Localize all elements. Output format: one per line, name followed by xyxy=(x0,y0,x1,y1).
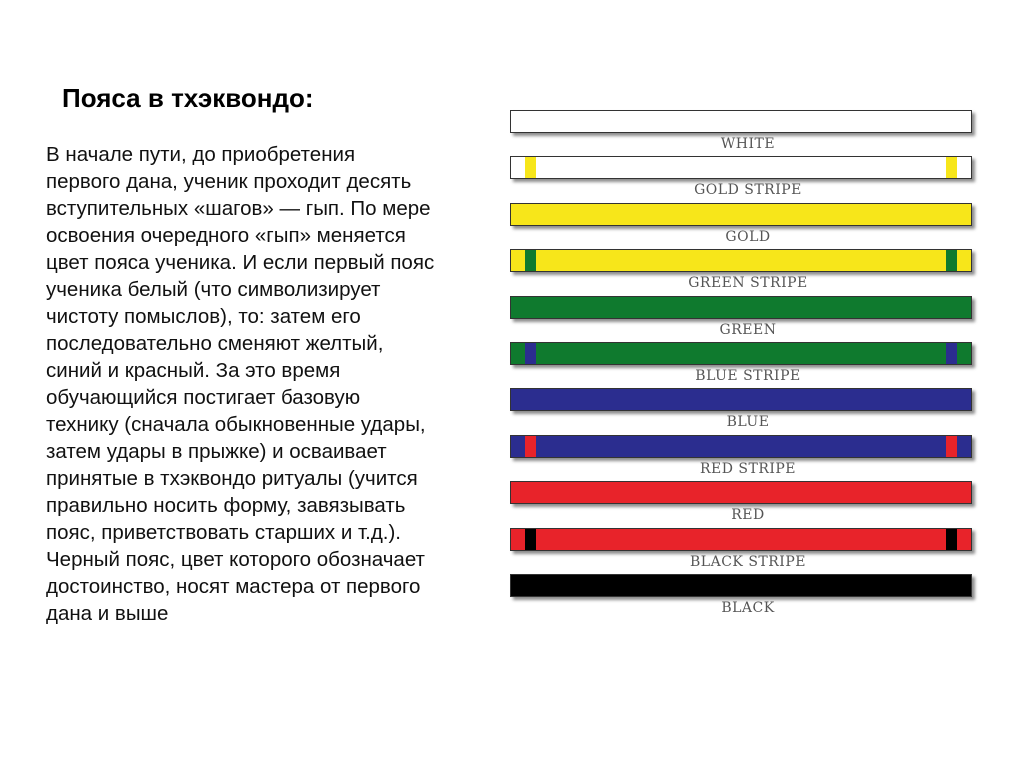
belt-green xyxy=(510,296,972,319)
belt-black-stripe xyxy=(510,528,972,551)
belt-red-stripe xyxy=(510,435,972,458)
slide-title: Пояса в тхэквондо: xyxy=(62,83,314,113)
belt-stripe-right xyxy=(946,250,957,271)
belt-gold-stripe xyxy=(510,156,972,179)
belt-label-red-stripe: RED STRIPE xyxy=(699,460,797,477)
belt-blue xyxy=(510,388,972,411)
belt-label-green: GREEN xyxy=(719,321,777,338)
belt-stripe-right xyxy=(946,157,957,178)
belt-label-black: BLACK xyxy=(721,600,775,616)
belt-stripe-left xyxy=(525,343,536,364)
belt-blue-stripe xyxy=(510,342,972,365)
belt-stripe-right xyxy=(946,343,957,364)
belt-stripe-left xyxy=(525,250,536,271)
belt-black xyxy=(510,574,972,597)
belt-chart xyxy=(500,100,990,630)
belt-red xyxy=(510,481,972,504)
belt-stripe-left xyxy=(525,157,536,178)
belt-white xyxy=(510,110,972,133)
belt-stripe-left xyxy=(525,436,536,457)
belt-label-white: WHITE xyxy=(720,136,776,152)
belt-label-gold-stripe: GOLD STRIPE xyxy=(694,182,802,199)
belt-gold xyxy=(510,203,972,226)
belt-label-blue: BLUE xyxy=(726,414,770,431)
belt-label-gold: GOLD xyxy=(725,228,771,245)
belt-stripe-right xyxy=(946,529,957,550)
belt-label-green-stripe: GREEN STRIPE xyxy=(688,275,808,292)
belt-green-stripe xyxy=(510,249,972,272)
belt-label-black-stripe: BLACK STRIPE xyxy=(690,553,806,570)
belt-label-red: RED xyxy=(731,507,765,524)
belt-label-blue-stripe: BLUE STRIPE xyxy=(695,368,801,384)
belt-stripe-right xyxy=(946,436,957,457)
body-paragraph: В начале пути, до приобретения первого дана, ученик проходит десять вступительных «шагов» — гып. По мере освоения очередного «гып» меняется цвет пояса ученика. И если первый пояс ученика белый (что символизирует чистоту помыслов), то: затем его последовательно сменяют желтый, синий и красный. За это время обучающийся постигает базовую технику (сначала обыкновенные удары, затем удары в прыжке) и осваивает принятые в тхэквондо ритуалы (учится правильно носить форму, завязывать пояс, приветствовать старших и т.д.). Черный пояс, цвет которого обозначает достоинство, носят мастера от первого дана и выше xyxy=(46,143,435,625)
belt-stripe-left xyxy=(525,529,536,550)
